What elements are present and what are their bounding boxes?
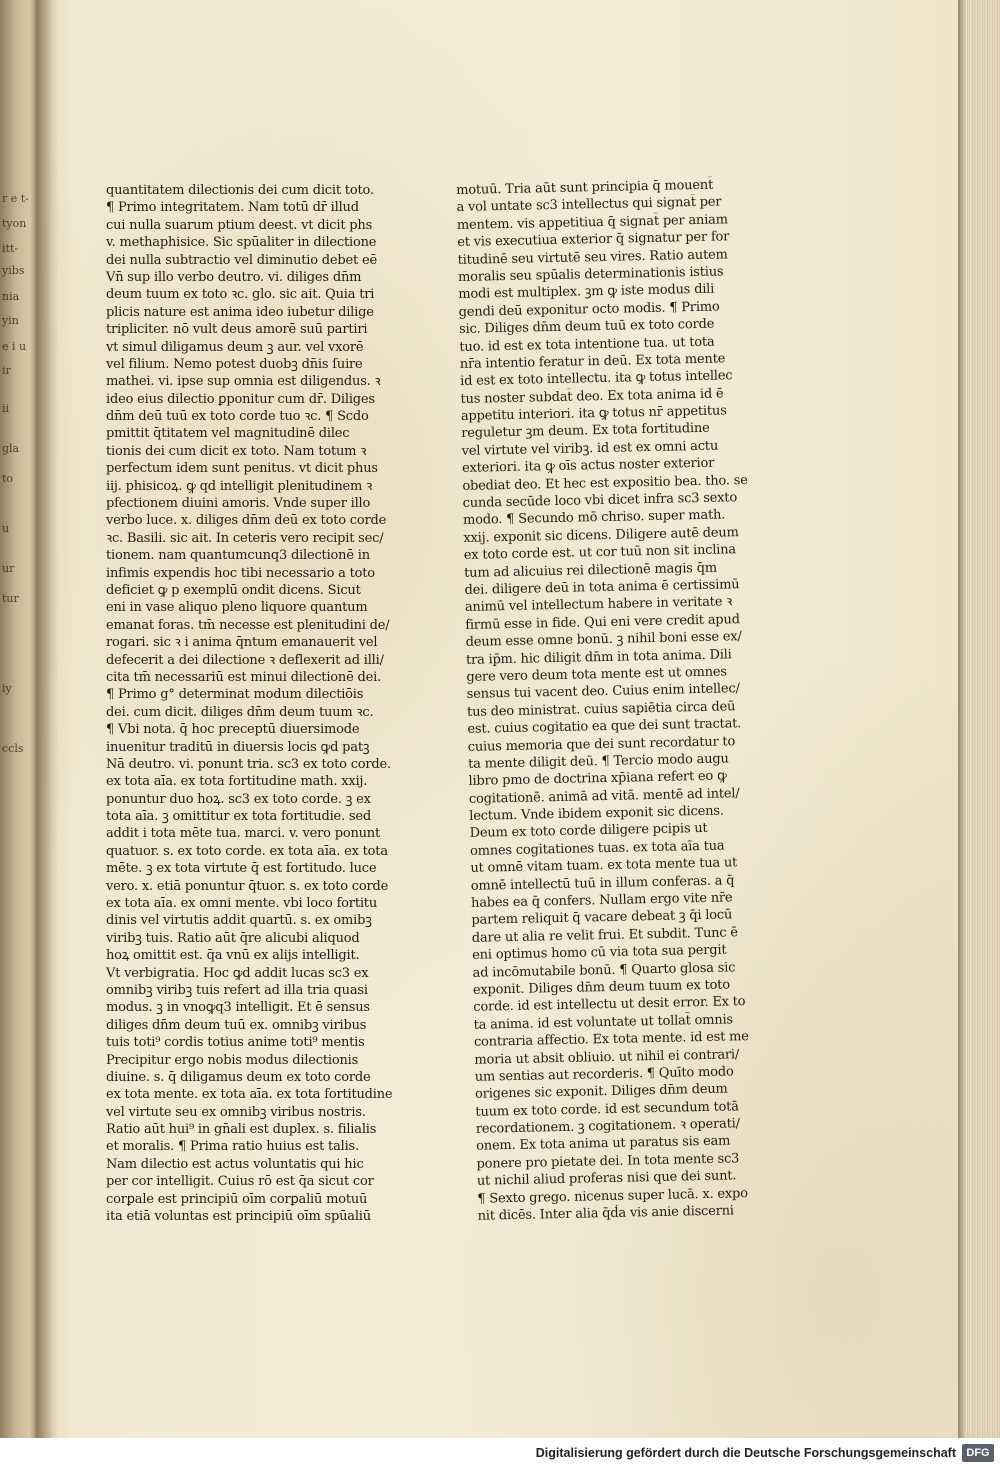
facing-page-fragment: ccls: [2, 742, 24, 755]
text-line: quantitatem dilectionis dei cum dicit toto.: [106, 183, 374, 198]
text-line: modo. ¶ Secundo mō chriso. super math.: [462, 507, 726, 529]
text-line: viribꝫ tuis. Ratio aūt q̄re alicubi aliquod: [106, 930, 360, 946]
text-line: moria ut absit obliuio. ut nihil ei contrari/: [474, 1046, 740, 1068]
text-line: cunda secūde loco vbi dicet infra sc3 sexto: [462, 490, 738, 511]
text-line: moralis seu spūalis determinationis istius: [457, 264, 724, 285]
text-line: et vis executiua exterior q̄ signatur per for: [457, 229, 730, 251]
text-line: ad incōmutabile bonū. ¶ Quarto glosa sic: [472, 959, 736, 981]
text-line: ponere pro pietate dei. In tota mente sc3: [476, 1151, 740, 1172]
page-stack-edges: [958, 0, 1000, 1438]
text-line: vt simul diligamus deum ꝫ aur. vel vxorē: [106, 339, 364, 355]
text-line: tuo. id est ex tota intentione tua. ut tota: [459, 334, 715, 355]
facing-page-sliver: [0, 0, 40, 1438]
text-line: tra ip̄m. hic diligit dn̄m in tota anima. Dili: [465, 646, 732, 668]
text-line: firmū esse in fide. Qui eni vere credit apud: [465, 611, 740, 633]
text-line: reguletur ꝫm deum. Ex tota fortitudine: [461, 421, 710, 442]
text-line: omnibꝫ viribꝫ tuis refert̄ ad illa tria quasi: [106, 982, 368, 998]
text-line: omnē intellectū tuū in illum conferas. a q̄: [470, 872, 735, 894]
text-line: vel virtute vel viribꝫ. id est ex omni actu: [461, 438, 719, 459]
text-line: mentem. vis appetitiua q̄ signat̄ per aniam: [456, 212, 728, 233]
facing-page-fragment: yibs: [2, 264, 25, 277]
text-line: est. cuius cogitatio ea que dei sunt tractat.: [467, 716, 742, 737]
text-line: v. methaphisice. Sic spūaliter in dilectione: [106, 235, 377, 251]
text-line: titudinē seu virtutē seu vires. Ratio autem: [457, 246, 728, 268]
text-line: dei nulla subtractio vel diminutio debet eē: [106, 252, 377, 268]
text-line: dinis vel virtutis addit quartū. s. ex omibꝫ: [106, 913, 372, 929]
text-line: cuius memoria que dei sunt recordatur to: [467, 733, 736, 755]
text-line: recordationem. ꝫ cogitationem. ꝛ operati/: [475, 1116, 740, 1137]
text-line: cogitationē. animā ad vitā. mentē ad intel/: [468, 785, 740, 807]
text-line: contraria affectio. Ex tota mente. id est me: [473, 1029, 749, 1050]
text-column-right: [456, 175, 818, 1225]
text-line: lectum. Vnde ibidem exponit sic dicens.: [469, 803, 724, 824]
facing-page-fragment: tur: [2, 592, 19, 605]
text-line: modus. ꝫ in vnoꝙq3 intelligit̄. Et ē sensus: [106, 1000, 370, 1016]
facing-page-fragment: tyon: [2, 217, 27, 230]
text-line: tota aīa. ꝫ omittitur ex tota fortitudie. sed: [106, 809, 371, 825]
text-line: omnes cogitationes tuas. ex tota aīa tua: [469, 838, 725, 859]
text-line: emanat foras. tm̄ necesse est plenitudini de/: [106, 617, 390, 633]
text-line: um sentias aut recorderis. ¶ Quīto modo: [474, 1064, 734, 1085]
text-line: Nam dilectio est actus voluntatis qui hic: [106, 1156, 364, 1172]
text-line: libro pmo de doctrina xp̄iana refert eo ꝙ: [468, 768, 727, 790]
text-line: cita tm̄ necessariū est minui dilectionē dei.: [106, 669, 382, 685]
facing-page-fragment: u: [2, 522, 10, 535]
facing-page-fragment: ir: [2, 364, 11, 377]
text-line: verbo luce. x. diliges dn̄m deū ex toto corde: [106, 513, 387, 529]
text-line: nit dicēs. Inter alia q̄ḋa vis anie discerni: [477, 1203, 734, 1224]
text-column-left: [106, 182, 436, 1225]
text-line: per cor intelligit̄. Cuius rō est q̄a sicut cor: [106, 1174, 374, 1190]
facing-page-fragment: itt-: [2, 242, 19, 255]
text-line: infimis expendis hoc tibi necessario a toto: [106, 565, 375, 581]
text-line: vel filium. Nemo potest duobꝫ dn̄is ſuire: [106, 356, 363, 372]
text-line: ex tota mente. ex tota aīa. ex tota fortitudine: [106, 1087, 393, 1103]
text-line: vero. x. etiā ponuntur q̄tuor. s. ex toto corde: [106, 878, 389, 894]
text-line: tus deo ministrat. cuius sapiētia circa deū: [466, 698, 736, 720]
text-line: cui nulla suarum ptium deest. vt dicit phs: [106, 217, 373, 233]
facing-page-fragment: iy: [2, 682, 12, 695]
facing-page-fragment: to: [2, 472, 14, 485]
text-line: sensus tui vacent deo. Cuius enim intellec/: [466, 681, 740, 703]
text-line: hoꝝ omittit est. q̄a vnū ex alijs intelligit̄.: [106, 948, 360, 964]
text-line: Precipitur ergo nobis modus dilectionis: [106, 1052, 359, 1068]
text-line: plicis nature est anima ideo iubetur dilige: [106, 304, 374, 320]
book-page: [36, 0, 962, 1438]
text-line: Vn̄ sup illo verbo deutro. vi. diliges dn̄m: [106, 269, 362, 285]
text-line: gere vero deum tota mente est ut omnes: [466, 664, 727, 685]
text-line: quatuor. s. ex toto corde. ex tota aīa. ex tota: [106, 843, 388, 859]
text-line: tionem. nam quantumcunq3 dilectionē in: [106, 548, 370, 564]
text-line: ex tota aīa. ex omni mente. vbi loco fortitu: [106, 896, 377, 912]
facing-page-fragment: yin: [2, 314, 19, 327]
text-line: obediat deo. Et hec est expositio bea. tho. se: [462, 472, 748, 494]
text-line: dei. diligere deū in tota anima ē certissimū: [464, 577, 740, 598]
text-line: mēte. ꝫ ex tota virtute q̄ est fortitudo. luce: [106, 861, 377, 877]
text-line: diliges dn̄m deum tuū ex. omnibꝫ viribus: [106, 1017, 367, 1033]
text-line: defecerit a dei dilectione ꝛ deflexerit ad illi/: [106, 652, 384, 668]
text-line: xxij. exponit sic dicens. Diligere autē deum: [463, 524, 739, 546]
digitization-credit: Digitalisierung gefördert durch die Deutsche Forschungsgemeinschaft: [535, 1446, 956, 1460]
text-line: exponit. Diliges dn̄m deum tuum ex toto: [472, 977, 731, 998]
text-line: eni optimus homo cū via tota sua pergit: [472, 942, 727, 964]
text-line: tionis dei cum dicit ex toto. Nam totum ꝛ: [106, 443, 367, 459]
text-line: deficiet ꝙ p exemplū ondit dicens. Sicut: [106, 582, 361, 598]
text-line: ꝛc. Basili. sic ait. In ceteris vero recipit sec/: [106, 530, 384, 546]
text-line: dei. cum dicit. diliges dn̄m deum tuum ꝛc.: [106, 704, 374, 720]
text-line: eni in vase aliquo pleno liquore quantum: [106, 600, 368, 616]
text-line: ut omnē vitam tuam. ex tota mente tua ut: [470, 855, 738, 877]
text-line: dare ut alia re velit frui. Et subdit. Tunc ē: [471, 925, 739, 946]
text-line: nr̄a intentio feratur in deū. Ex tota mente: [459, 351, 726, 372]
text-line: ¶ Sexto grego. nicenus super lucā. x. expo: [477, 1185, 748, 1207]
text-line: ex tota aīa. ex tota fortitudine math. xxij.: [106, 774, 368, 790]
text-line: habes ea q̄ confers. Nullam ergo vite nr̄e: [470, 890, 733, 911]
text-line: exteriori. ita ꝙ oīs actus noster exterior: [461, 455, 715, 477]
text-line: dn̄m deū tuū ex toto corde tuo ꝛc. ¶ Scdo: [106, 409, 369, 425]
text-line: gendi deū exponitur octo modis. ¶ Primo: [458, 299, 720, 320]
text-line: tum ad alicuius rei dilectionē magis q̄m: [464, 560, 718, 581]
text-line: ita etiā voluntas est principiū oīm spūaliū: [106, 1209, 371, 1225]
text-line: Deum ex toto corde diligere pcipis ut: [469, 821, 708, 842]
facing-page-fragment: ur: [2, 562, 15, 575]
facing-page-fragment: ii: [2, 402, 10, 415]
text-line: perfectum idem sunt penitus. vt dicit phus: [106, 461, 378, 477]
text-line: sic. Diliges dn̄m deum tuū ex toto corde: [458, 316, 715, 338]
text-line: motuū. Tria aūt sunt principia q̄ mouent̄: [456, 177, 714, 198]
text-line: origenes sic exponit. Diliges dn̄m deum: [474, 1081, 728, 1103]
text-line: tus noster subdat̄ deo. Ex tota anima id ē: [460, 386, 724, 407]
text-line: Ratio aūt hui⁹ in gn̄ali est duplex. s. filialis: [106, 1122, 377, 1138]
text-line: et moralis. ¶ Prima ratio huius est talis.: [106, 1139, 359, 1155]
dfg-logo: DFG: [962, 1444, 994, 1462]
text-line: ut nichil aliud proferas nisi que dei sunt.: [476, 1168, 737, 1190]
text-line: deum esse omne bonū. ꝫ nihil boni esse ex/: [465, 629, 742, 651]
text-line: mathei. vi. ipse sup omnia est diligendus. ꝛ: [106, 374, 381, 390]
text-line: animū vel intellectum habere in veritate ꝛ: [464, 594, 733, 616]
text-line: vel virtute seu ex omnibꝫ viribus nostris.: [106, 1104, 366, 1120]
text-line: ¶ Primo g° determinat modum dilectiōis: [106, 687, 364, 703]
text-line: ideo eius dilectio ꝑponitur cum dr̄. Diliges: [106, 391, 375, 407]
text-line: Nā deutro. vi. ponunt̄ tria. sc3 ex toto corde.: [106, 756, 391, 772]
text-line: ¶ Primo integritatem. Nam totū dr̄ illud: [106, 200, 359, 216]
text-line: ta mente diligit deū. ¶ Tercio modo augu: [468, 751, 729, 772]
text-line: a vol untate sc3 intellectus qui signat̄ per: [456, 194, 722, 216]
text-line: partem reliquit q̄ vacare debeat ꝫ q̄i locū: [471, 907, 733, 929]
text-line: ta anima. id est voluntate ut tollat̄ omnis: [473, 1012, 734, 1033]
facing-page-fragment: nia: [2, 290, 20, 303]
text-line: rogari. sic ꝛ i anima q̄ntum emanauerit vel: [106, 635, 378, 651]
text-line: diuine. s. q̄ diligamus deum ex toto corde: [106, 1069, 371, 1085]
text-line: modi est multiplex. ꝫm ꝙ iste modus dili: [458, 281, 715, 303]
text-line: onem. Ex tota anima ut paratus sis eam: [476, 1133, 731, 1155]
text-line: iij. phisicoꝝ. ꝙ qd intelligit plenitudinem ꝛ: [106, 478, 373, 494]
text-line: pmittit q̄titatem vel magnitudinē dilec: [106, 426, 350, 442]
text-line: tuis toti⁹ cordis totius anime toti⁹ mentis: [106, 1035, 365, 1051]
text-line: deum tuum ex toto ꝛc. glo. sic ait. Quia tri: [106, 287, 375, 303]
text-line: Vt verbigratia. Hoc ꝙd addit lucas sc3 ex: [106, 965, 369, 981]
facing-page-fragment: gla: [2, 442, 20, 455]
text-line: id est ex toto intellectu. ita ꝙ totus intellec: [460, 368, 733, 390]
text-line: tuum ex toto corde. id est secundum totā: [475, 1098, 739, 1120]
text-line: ¶ Vbi nota. q̄ hoc preceptū diuersimode: [106, 722, 360, 738]
text-line: inuenitur traditū in diuersis locis ꝙd patꝫ: [106, 739, 370, 755]
text-line: tripliciter. nō vult deus amorē suū partiri: [106, 322, 368, 338]
text-line: corde. id est intellectu ut desit error. Ex to: [473, 994, 746, 1016]
facing-page-fragment: r e t-: [2, 192, 29, 205]
text-line: corꝑale est principiū oīm corꝑaliū motuū: [106, 1191, 368, 1207]
text-line: appetitu interiori. ita ꝙ totus nr̄ appetitus: [460, 403, 727, 425]
facing-page-fragment: e i u: [2, 340, 27, 353]
text-line: addit̄ i tota mēte tua. marci. v. vero ponunt̄: [106, 826, 381, 842]
text-line: ex toto corde est. ut cor tuū non sit inclina: [463, 542, 737, 564]
text-line: ponuntur duo hoꝝ. sc3 ex toto corde. ꝫ ex: [106, 791, 371, 807]
footer-bar: [0, 1438, 1000, 1470]
text-line: pfectionem diuini amoris. Vnde super illo: [106, 496, 371, 512]
gutter-shadow: [36, 0, 58, 1438]
